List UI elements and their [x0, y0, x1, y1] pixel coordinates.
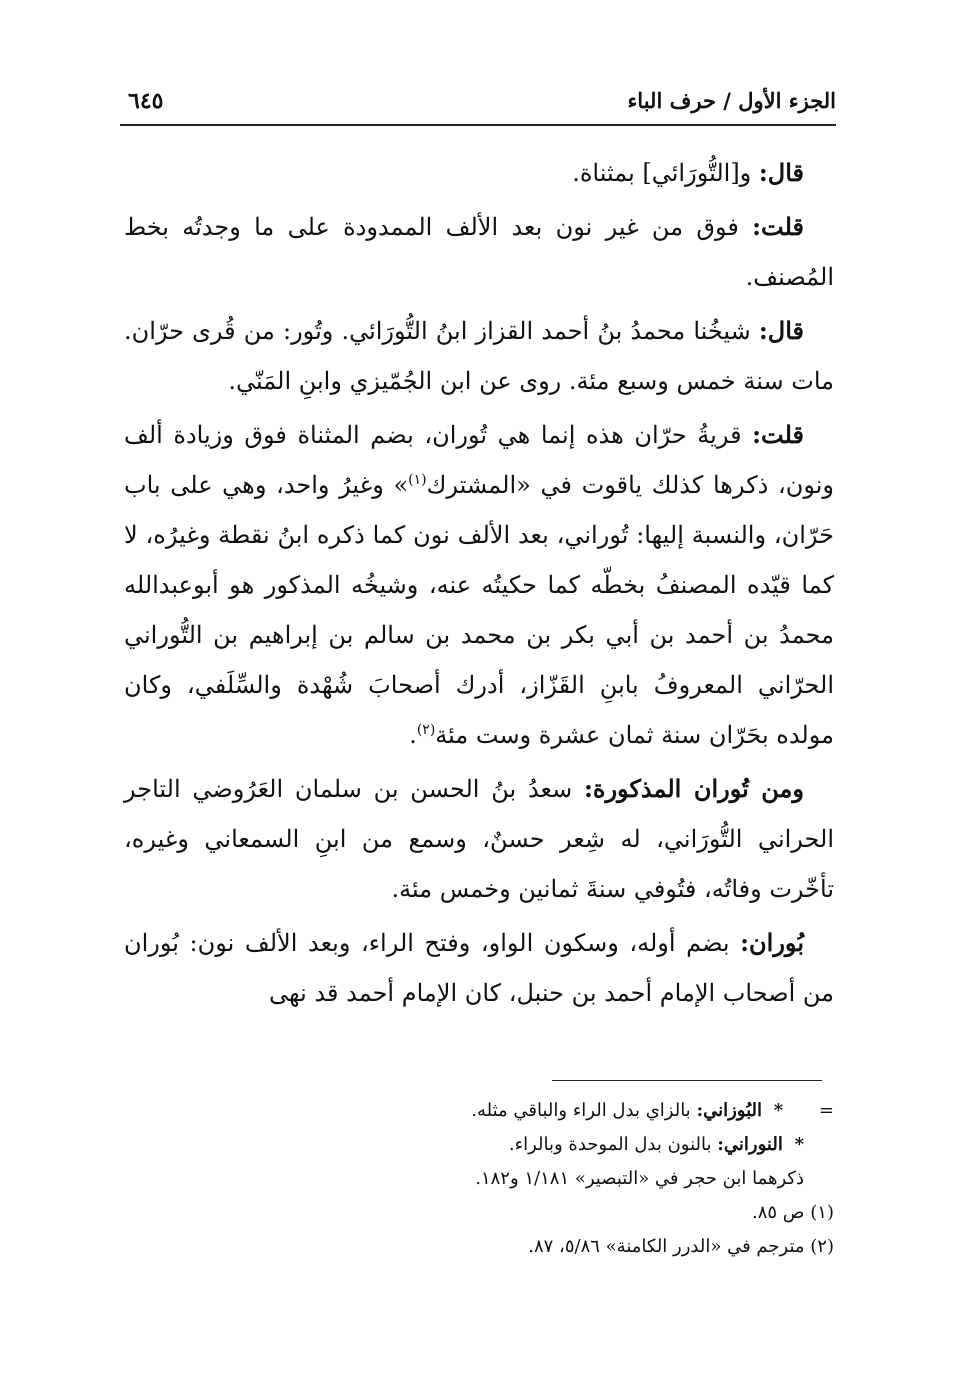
- paragraph-text: .: [409, 721, 417, 749]
- footnote-text: مترجم في «الدرر الكامنة» ٥/٨٦، ٨٧.: [528, 1236, 805, 1257]
- paragraph-5: [124, 764, 834, 914]
- footnote-text: بالزاي بدل الراء والباقي مثله.: [471, 1100, 691, 1121]
- footnote-number: (٢): [810, 1236, 834, 1257]
- paragraph-lead: قال:: [758, 316, 804, 345]
- continuation-mark: =: [818, 1100, 834, 1121]
- footnote-term: البُوزاني:: [696, 1100, 763, 1121]
- paragraph-lead: قلت:: [752, 420, 804, 449]
- paragraph-4: [124, 410, 834, 760]
- footnote-term: النوراني:: [717, 1134, 783, 1155]
- paragraph-lead: ومن تُوران المذكورة:: [584, 774, 804, 803]
- footnotes: [124, 1094, 834, 1264]
- footnote-number: (١): [810, 1202, 834, 1223]
- paragraph-text: شيخُنا محمدُ بنُ أحمد القزاز ابنُ التُّورَائي. وتُور: من قُرى حرّان. مات سنة خمس وسبع مئة. روى عن ابن الجُمّيزي وابنِ المَنّي.: [124, 317, 834, 395]
- paragraph-3: [124, 306, 834, 406]
- page-header: [120, 82, 836, 126]
- paragraph-lead: قال:: [758, 158, 804, 187]
- footnote-2: [124, 1230, 834, 1264]
- footnote-ref-2[interactable]: (٢): [416, 722, 436, 738]
- footnote-text: بالنون بدل الموحدة وبالراء.: [508, 1134, 712, 1155]
- page-number: ٦٤٥: [128, 88, 164, 114]
- paragraph-6: [124, 918, 834, 1018]
- paragraph-text: و[التُّورَائي] بمثناة.: [572, 159, 752, 187]
- paragraph-text: » وغيرُ واحد، وهي على باب حَرّان، والنسبة إليها: تُوراني، بعد الألف نون كما ذكره ابنُ نقطة وغيرُه، لا كما قيّده المصنفُ بخطّه كما حكيتُه عنه، وشيخُه المذكور هو أبوعبدالله محمدُ بن أحمد بن أبي بكر بن محمد بن سالم بن إبراهيم بن التُّوراني الحرّاني المعروفُ بابنِ القَزّاز، أدرك أصحابَ شُهْدة والسِّلَفي، وكان مولده بحَرّان سنة ثمان عشرة وست مئة: [124, 471, 834, 749]
- paragraph-2: [124, 202, 834, 302]
- footnote-continuation-1: [124, 1094, 834, 1128]
- star-icon: *: [794, 1134, 804, 1155]
- paragraph-lead: بُوران:: [740, 928, 804, 957]
- footnote-text: ذكرهما ابن حجر في «التبصير» ١/١٨١ و١٨٢.: [475, 1168, 804, 1189]
- footnote-ref-1[interactable]: (١): [408, 472, 427, 488]
- footnote-continuation-2: [124, 1128, 834, 1162]
- main-text: [124, 148, 834, 1022]
- running-title: الجزء الأول / حرف الباء: [627, 88, 836, 113]
- paragraph-1: [124, 148, 834, 198]
- footnote-1: [124, 1196, 834, 1230]
- footnote-continuation-3: [124, 1162, 834, 1196]
- star-icon: *: [773, 1100, 784, 1121]
- paragraph-text: بضم أوله، وسكون الواو، وفتح الراء، وبعد الألف نون: بُوران من أصحاب الإمام أحمد بن حنبل، كان الإمام أحمد قد نهى: [124, 929, 834, 1007]
- paragraph-lead: قلت:: [752, 212, 804, 241]
- paragraph-text: قريةُ حرّان هذه إنما هي تُوران، بضم المثناة فوق وزيادة ألف ونون، ذكرها كذلك ياقوت في «المشترك: [124, 421, 834, 499]
- footnote-text: ص ٨٥.: [751, 1202, 805, 1223]
- footnote-divider: [552, 1080, 822, 1081]
- paragraph-text: سعدُ بنُ الحسن بن سلمان العَرُوضي التاجر الحراني التُّورَاني، له شِعر حسنٌ، وسمع من ابنِ السمعاني وغيره، تأخّرت وفاتُه، فتُوفي سنةَ ثمانين وخمس مئة.: [124, 775, 834, 903]
- paragraph-text: فوق من غير نون بعد الألف الممدودة على ما وجدتُه بخط المُصنف.: [124, 213, 834, 291]
